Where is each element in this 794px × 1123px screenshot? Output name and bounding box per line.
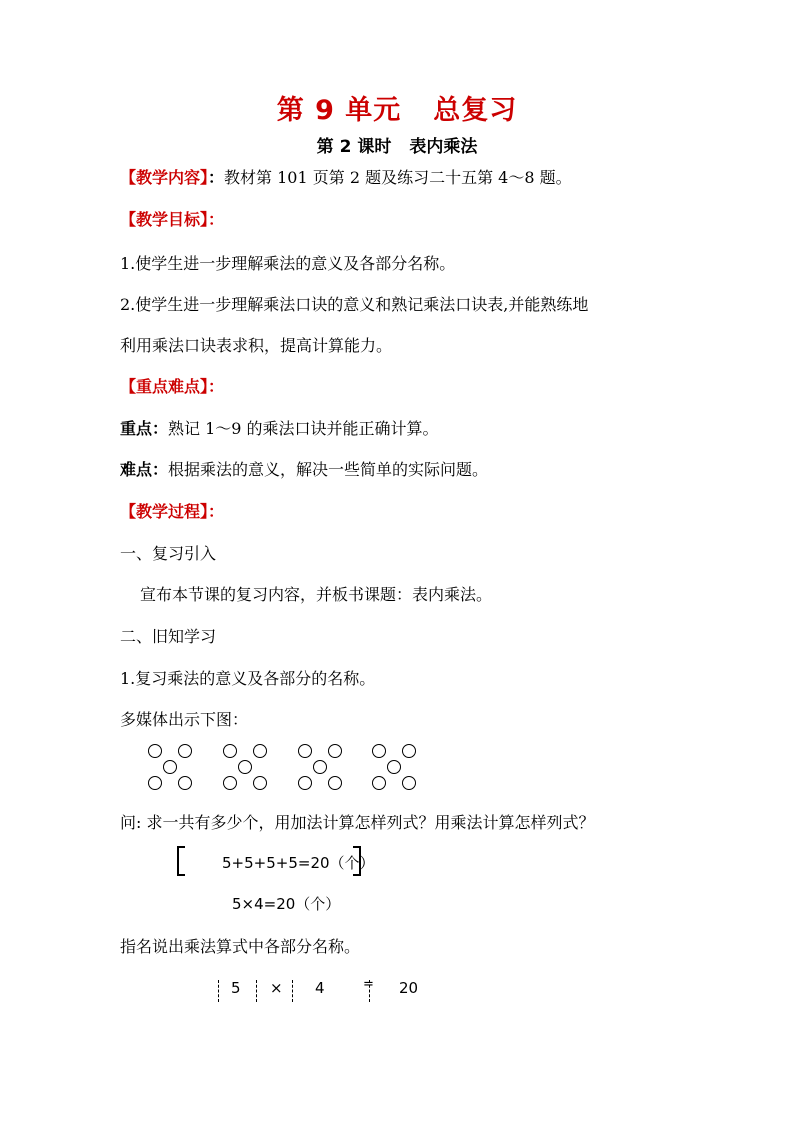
teaching-content-label: 【教学内容】 [120,168,209,187]
multiplication-equation: 5×4=20（个） [232,895,341,913]
naming-line: 指名说出乘法算式中各部分名称。 [120,937,361,956]
lesson-title [0,132,794,157]
focus-text: 熟记 1～9 的乘法口诀并能正确计算。 [168,419,439,438]
left-bracket [177,846,185,876]
unit-title [0,88,794,127]
process-heading: 【教学过程】： [120,502,225,521]
question-line: 问: 求一共有多少个，用加法计算怎样列式？用乘法计算怎样列式？ [120,813,595,832]
circle [298,776,312,790]
section-1-text: 宣布本节课的复习内容，并板书课题：表内乘法。 [140,585,493,604]
expression-factor-b: 4 [315,979,325,997]
circle [238,760,252,774]
circle [253,744,267,758]
dashed-marker [218,980,219,1002]
media-line: 多媒体出示下图： [120,710,249,729]
expression-equals: = [363,977,374,992]
expression-result: 20 [399,979,419,997]
circle [298,744,312,758]
teaching-content-colon: ： [208,168,225,187]
unit-topic: 总复习 [433,95,518,126]
lesson-topic: 表内乘法 [409,137,478,157]
difficulty-label: 难点： [120,460,169,479]
step-1: 1.复习乘法的意义及各部分的名称。 [120,669,376,688]
circle [163,760,177,774]
circle [148,744,162,758]
circle [328,744,342,758]
circle [402,776,416,790]
circle [402,744,416,758]
expression-operator: × [270,979,283,997]
difficulty-text: 根据乘法的意义，解决一些简单的实际问题。 [168,460,489,479]
focus-label: 重点： [120,419,169,438]
objectives-heading: 【教学目标】： [120,210,225,229]
lesson-number: 第 2 课时 [316,137,392,157]
circle [387,760,401,774]
section-1-heading: 一、复习引入 [120,544,217,563]
circle [223,776,237,790]
circle [253,776,267,790]
circle [178,776,192,790]
objective-1: 1.使学生进一步理解乘法的意义及各部分名称。 [120,254,456,273]
objective-2-line-1: 2.使学生进一步理解乘法口诀的意义和熟记乘法口诀表,并能熟练地 [120,295,589,314]
circle [223,744,237,758]
section-2-heading: 二、旧知学习 [120,627,217,646]
addition-equation: 5+5+5+5=20（个） [222,854,375,872]
circle [178,744,192,758]
circle [372,744,386,758]
circle [313,760,327,774]
objective-2-line-2: 利用乘法口诀表求积，提高计算能力。 [120,336,393,355]
difficulty-line [120,457,488,480]
circle [148,776,162,790]
teaching-content-text: 教材第 101 页第 2 题及练习二十五第 4～8 题。 [224,168,572,187]
key-points-heading: 【重点难点】： [120,377,225,396]
circle [372,776,386,790]
right-bracket [353,846,361,876]
expression-factor-a: 5 [231,979,241,997]
dashed-marker [256,980,257,1002]
focus-line [120,416,439,439]
unit-number: 第 9 单元 [276,95,402,126]
dashed-marker [292,980,293,1002]
teaching-content [120,165,572,188]
circle [328,776,342,790]
